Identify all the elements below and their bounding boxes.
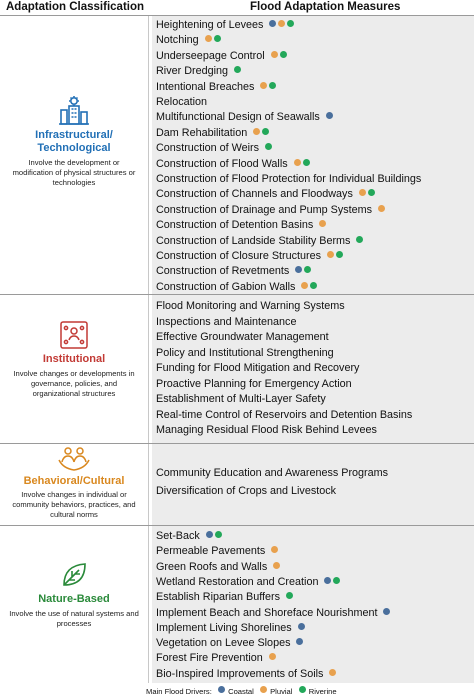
measure-label: Bio-Inspired Improvements of Soils	[156, 667, 324, 680]
riverine-dot-icon	[304, 266, 311, 273]
measure-label: Underseepage Control	[156, 49, 265, 62]
riverine-dot-icon	[356, 236, 363, 243]
legend	[146, 686, 337, 697]
coastal-dot-icon	[298, 623, 305, 630]
legend-title: Main Flood Drivers:	[146, 687, 212, 696]
measure-item	[156, 249, 343, 264]
measure-label: Permeable Pavements	[156, 545, 266, 558]
measure-item	[156, 110, 333, 125]
measure-item	[156, 187, 375, 202]
coastal-dot-icon	[383, 608, 390, 615]
city-buildings-gear-icon	[57, 96, 91, 126]
measure-item	[156, 377, 352, 392]
pluvial-dot-icon	[329, 669, 336, 676]
riverine-dot-icon	[368, 189, 375, 196]
leaf-icon	[59, 560, 89, 590]
riverine-dot-icon	[299, 686, 306, 693]
category-description: Involve the use of natural systems and processes	[9, 609, 139, 628]
driver-dots	[232, 65, 241, 77]
measure-item	[156, 141, 272, 156]
measure-item	[156, 330, 329, 345]
category-description: Involve changes or developments in governance, policies, and organizational structures	[13, 369, 135, 398]
category-title: Infrastructural/ Technological	[35, 129, 113, 154]
measure-item	[156, 49, 287, 64]
coastal-dot-icon	[295, 266, 302, 273]
pluvial-dot-icon	[378, 205, 385, 212]
measure-item	[156, 560, 280, 575]
category-title: Institutional	[42, 353, 106, 365]
measure-label: Establishment of Multi-Layer Safety	[156, 393, 326, 405]
measure-label: Real-time Control of Reservoirs and Detention Basins	[156, 408, 413, 421]
measure-label: Diversification of Crops and Livestock	[156, 485, 337, 497]
measure-item	[156, 234, 363, 249]
legend-label-riverine: Riverine	[308, 687, 337, 696]
pluvial-dot-icon	[273, 562, 280, 569]
riverine-dot-icon	[287, 20, 294, 27]
measure-item	[156, 95, 207, 110]
measure-item	[156, 264, 311, 279]
measure-item	[156, 466, 388, 481]
pluvial-dot-icon	[271, 51, 278, 58]
riverine-dot-icon	[215, 531, 222, 538]
measures-panel-infrastructural	[152, 16, 474, 294]
riverine-dot-icon	[265, 143, 272, 150]
category-infrastructural	[0, 96, 148, 188]
pluvial-dot-icon	[260, 686, 267, 693]
measure-label: Proactive Planning for Emergency Action	[156, 377, 352, 390]
organization-network-icon	[58, 320, 90, 350]
riverine-dot-icon	[280, 51, 287, 58]
measure-item	[156, 172, 421, 187]
driver-dots	[269, 545, 278, 557]
driver-dots	[327, 668, 336, 680]
measure-item	[156, 346, 334, 361]
pluvial-dot-icon	[278, 20, 285, 27]
driver-dots	[271, 561, 280, 573]
measure-item	[156, 590, 293, 605]
driver-dots	[269, 50, 287, 62]
riverine-dot-icon	[336, 251, 343, 258]
driver-dots	[267, 19, 294, 31]
measures-panel-nature	[152, 526, 474, 683]
measure-label: Dam Rehabilitation	[156, 126, 248, 139]
measure-label: Policy and Institutional Strengthening	[156, 346, 334, 359]
measure-label: Forest Fire Prevention	[156, 652, 263, 665]
driver-dots	[203, 34, 221, 46]
riverine-dot-icon	[310, 282, 317, 289]
measure-item	[156, 361, 359, 376]
legend-label-pluvial: Pluvial	[270, 687, 293, 696]
measure-item	[156, 64, 241, 79]
measure-label: Establish Riparian Buffers	[156, 591, 281, 604]
column-divider	[148, 444, 149, 525]
measure-item	[156, 651, 276, 666]
measure-label: Implement Beach and Shoreface Nourishment	[156, 606, 378, 619]
driver-dots	[284, 591, 293, 603]
measure-item	[156, 315, 296, 330]
measure-label: Green Roofs and Walls	[156, 560, 268, 573]
measure-item	[156, 544, 278, 559]
driver-dots	[354, 235, 363, 247]
pluvial-dot-icon	[301, 282, 308, 289]
driver-dots	[251, 127, 269, 139]
category-title: Nature-Based	[38, 593, 110, 605]
category-nature	[0, 560, 148, 629]
measure-label: Community Education and Awareness Programs	[156, 467, 389, 479]
measure-label: Flood Monitoring and Warning Systems	[156, 300, 345, 312]
category-description: Involve the development or modification of physical structures or technologies	[12, 158, 136, 187]
pluvial-dot-icon	[271, 546, 278, 553]
pluvial-dot-icon	[327, 251, 334, 258]
column-divider	[148, 295, 149, 443]
column-divider	[148, 16, 149, 294]
measure-item	[156, 33, 221, 48]
driver-dots	[324, 111, 333, 123]
measure-label: Construction of Flood Protection for Individual Buildings	[156, 173, 422, 185]
driver-dots	[357, 188, 375, 200]
driver-dots	[322, 576, 340, 588]
pluvial-dot-icon	[269, 653, 276, 660]
classification-header: Adaptation Classification	[6, 1, 145, 13]
pluvial-dot-icon	[205, 35, 212, 42]
measure-item	[156, 667, 336, 682]
measure-label: Effective Groundwater Management	[156, 331, 329, 343]
measures-panel-institutional	[152, 295, 474, 443]
coastal-dot-icon	[324, 577, 331, 584]
driver-dots	[267, 652, 276, 664]
driver-dots	[258, 81, 276, 93]
measure-label: Wetland Restoration and Creation	[156, 575, 319, 588]
pluvial-dot-icon	[260, 82, 267, 89]
column-divider	[148, 526, 149, 683]
driver-dots	[263, 142, 272, 154]
measure-item	[156, 408, 412, 423]
pluvial-dot-icon	[253, 128, 260, 135]
driver-dots	[292, 158, 310, 170]
measure-label: Construction of Landside Stability Berms	[156, 234, 351, 247]
driver-dots	[317, 219, 326, 231]
measure-item	[156, 621, 305, 636]
measure-label: Set-Back	[156, 530, 200, 542]
measure-item	[156, 18, 294, 33]
measure-label: Construction of Channels and Floodways	[156, 188, 353, 201]
measure-item	[156, 80, 276, 95]
pluvial-dot-icon	[319, 220, 326, 227]
riverine-dot-icon	[333, 577, 340, 584]
category-title: Behavioral/Cultural	[23, 475, 125, 487]
measure-label: Implement Living Shorelines	[156, 621, 292, 634]
coastal-dot-icon	[218, 686, 225, 693]
driver-dots	[294, 637, 303, 649]
measure-item	[156, 484, 336, 499]
measure-label: Construction of Flood Walls	[156, 157, 288, 170]
pluvial-dot-icon	[359, 189, 366, 196]
measure-label: Construction of Detention Basins	[156, 219, 314, 232]
riverine-dot-icon	[262, 128, 269, 135]
measure-label: Funding for Flood Mitigation and Recovery	[156, 362, 360, 374]
driver-dots	[204, 530, 222, 542]
coastal-dot-icon	[326, 112, 333, 119]
measure-label: Inspections and Maintenance	[156, 315, 297, 328]
measure-label: Notching	[156, 34, 199, 47]
measure-label: Multifunctional Design of Seawalls	[156, 111, 320, 124]
measure-item	[156, 423, 377, 438]
driver-dots	[325, 250, 343, 262]
measure-label: Managing Residual Flood Risk Behind Levees	[156, 424, 377, 436]
people-hands-icon	[57, 444, 91, 472]
riverine-dot-icon	[286, 592, 293, 599]
riverine-dot-icon	[214, 35, 221, 42]
measure-item	[156, 636, 303, 651]
legend-label-coastal: Coastal	[228, 687, 254, 696]
measure-item	[156, 529, 222, 544]
riverine-dot-icon	[269, 82, 276, 89]
coastal-dot-icon	[206, 531, 213, 538]
measure-label: Construction of Revetments	[156, 265, 290, 278]
measure-label: Vegetation on Levee Slopes	[156, 637, 291, 650]
measures-panel-behavioral	[152, 444, 474, 525]
riverine-dot-icon	[303, 159, 310, 166]
measure-item	[156, 606, 390, 621]
measure-label: Construction of Weirs	[156, 142, 260, 155]
measure-item	[156, 218, 326, 233]
driver-dots	[376, 204, 385, 216]
category-institutional	[0, 320, 148, 399]
measure-item	[156, 280, 317, 295]
measure-label: Intentional Breaches	[156, 80, 255, 93]
measure-item	[156, 575, 340, 590]
driver-dots	[381, 607, 390, 619]
measure-label: Relocation	[156, 96, 208, 108]
pluvial-dot-icon	[294, 159, 301, 166]
measure-item	[156, 157, 310, 172]
measure-item	[156, 126, 269, 141]
measure-item	[156, 299, 345, 314]
driver-dots	[293, 265, 311, 277]
driver-dots	[296, 622, 305, 634]
measure-label: Construction of Gabion Walls	[156, 280, 296, 293]
measure-item	[156, 203, 385, 218]
driver-dots	[299, 281, 317, 293]
measures-header: Flood Adaptation Measures	[250, 1, 401, 13]
category-description: Involve changes in individual or community behaviors, practices, and cultural norms	[12, 490, 136, 519]
measure-label: River Dredging	[156, 65, 229, 78]
coastal-dot-icon	[269, 20, 276, 27]
measure-label: Construction of Closure Structures	[156, 250, 322, 262]
measure-label: Construction of Drainage and Pump Systems	[156, 203, 373, 216]
measure-item	[156, 392, 326, 407]
measure-label: Heightening of Levees	[156, 19, 264, 31]
riverine-dot-icon	[234, 66, 241, 73]
category-behavioral	[0, 444, 148, 520]
coastal-dot-icon	[296, 638, 303, 645]
